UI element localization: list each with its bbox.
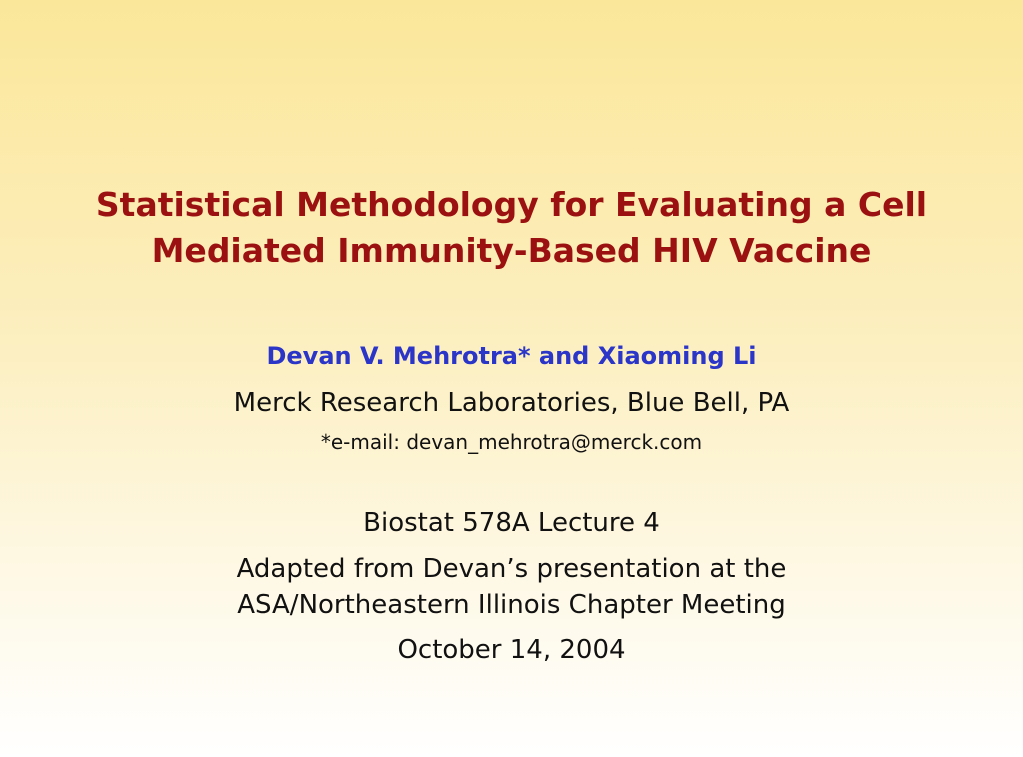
slide-title (40, 182, 983, 274)
adaptation-note (20, 551, 1003, 623)
slide-title-line-1: Statistical Methodology for Evaluating a Cell (95, 185, 928, 224)
adaptation-note-line-2: ASA/Northeastern Illinois Chapter Meeting (237, 590, 786, 620)
author-names: Devan V. Mehrotra* and Xiaoming Li (266, 342, 757, 370)
course-label: Biostat 578A Lecture 4 (363, 508, 660, 538)
slide-title-line-2: Mediated Immunity-Based HIV Vaccine (151, 231, 872, 270)
contact-email: *e-mail: devan_mehrotra@merck.com (320, 430, 703, 454)
presentation-date: October 14, 2004 (397, 635, 626, 665)
affiliation: Merck Research Laboratories, Blue Bell, PA (233, 388, 790, 418)
adaptation-note-line-1: Adapted from Devan’s presentation at the (236, 554, 787, 584)
